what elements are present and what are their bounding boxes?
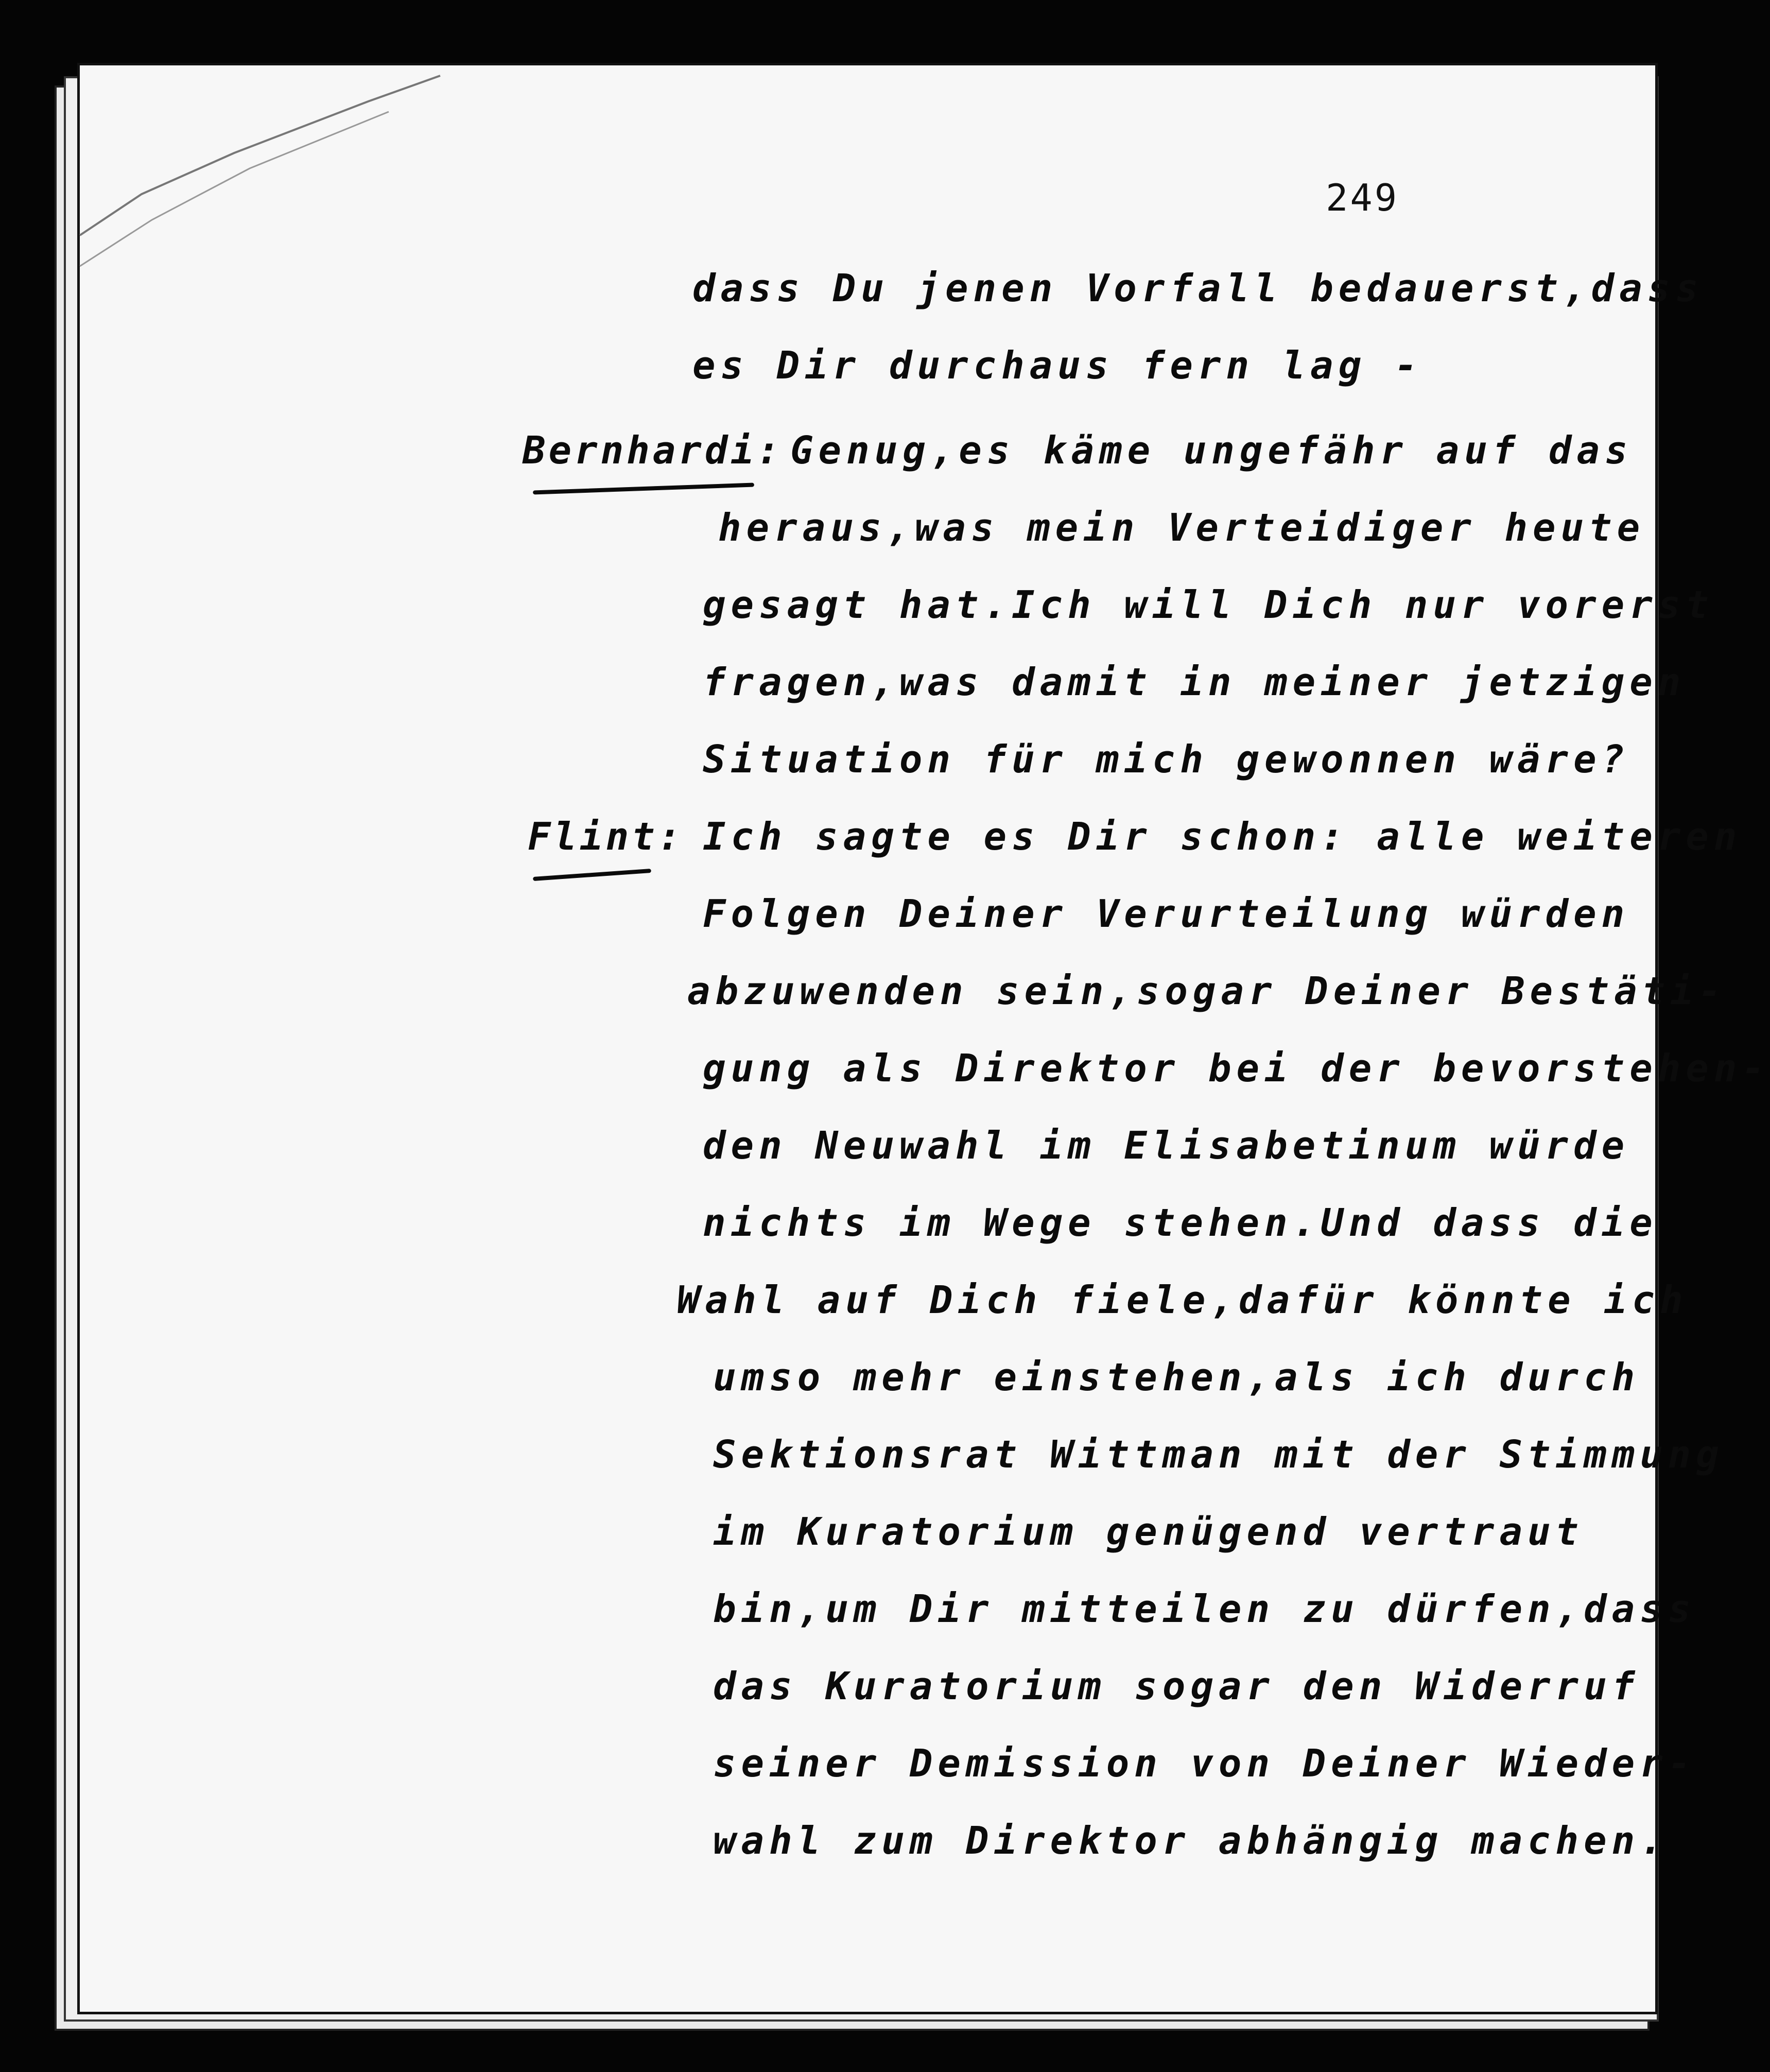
text-line: heraus,was mein Verteidiger heute	[718, 506, 1645, 550]
text-line: dass Du jenen Vorfall bedauerst,dass	[692, 266, 1704, 310]
text-line: Wahl auf Dich fiele,dafür könnte ich	[677, 1278, 1688, 1322]
text-line: es Dir durchaus fern lag -	[692, 343, 1423, 388]
text-line: bin,um Dir mitteilen zu dürfen,dass	[713, 1587, 1696, 1631]
speaker-flint: Flint:	[528, 815, 684, 859]
text-line: gung als Direktor bei der bevorstehen-	[703, 1046, 1770, 1091]
text-line: den Neuwahl im Elisabetinum würde	[703, 1124, 1630, 1168]
text-line: fragen,was damit in meiner jetzigen	[703, 660, 1686, 704]
text-line: seiner Demission von Deiner Wieder-	[713, 1741, 1696, 1786]
speaker-underline	[533, 869, 651, 881]
text-line: umso mehr einstehen,als ich durch	[713, 1355, 1640, 1400]
text-line: Situation für mich gewonnen wäre?	[703, 737, 1630, 782]
text-line: im Kuratorium genügend vertraut	[713, 1510, 1584, 1554]
text-line: gesagt hat.Ich will Dich nur vorerst	[703, 583, 1714, 627]
text-line: das Kuratorium sogar den Widerruf	[713, 1664, 1640, 1708]
typed-page	[77, 63, 1770, 2014]
folded-corner	[80, 65, 440, 282]
text-line: Folgen Deiner Verurteilung würden	[703, 892, 1630, 936]
text-line: wahl zum Direktor abhängig machen.	[713, 1819, 1668, 1863]
speaker-underline	[533, 482, 754, 494]
text-line: Genug,es käme ungefähr auf das	[790, 428, 1633, 473]
text-line: abzuwenden sein,sogar Deiner Bestäti-	[687, 969, 1727, 1013]
text-line: nichts im Wege stehen.Und dass die	[703, 1201, 1658, 1245]
text-line: Sektionsrat Wittman mit der Stimmung	[713, 1432, 1724, 1477]
page-number: 249	[1326, 176, 1399, 219]
text-line: Ich sagte es Dir schon: alle weiteren	[703, 815, 1742, 859]
speaker-bernhardi: Bernhardi:	[523, 428, 783, 473]
